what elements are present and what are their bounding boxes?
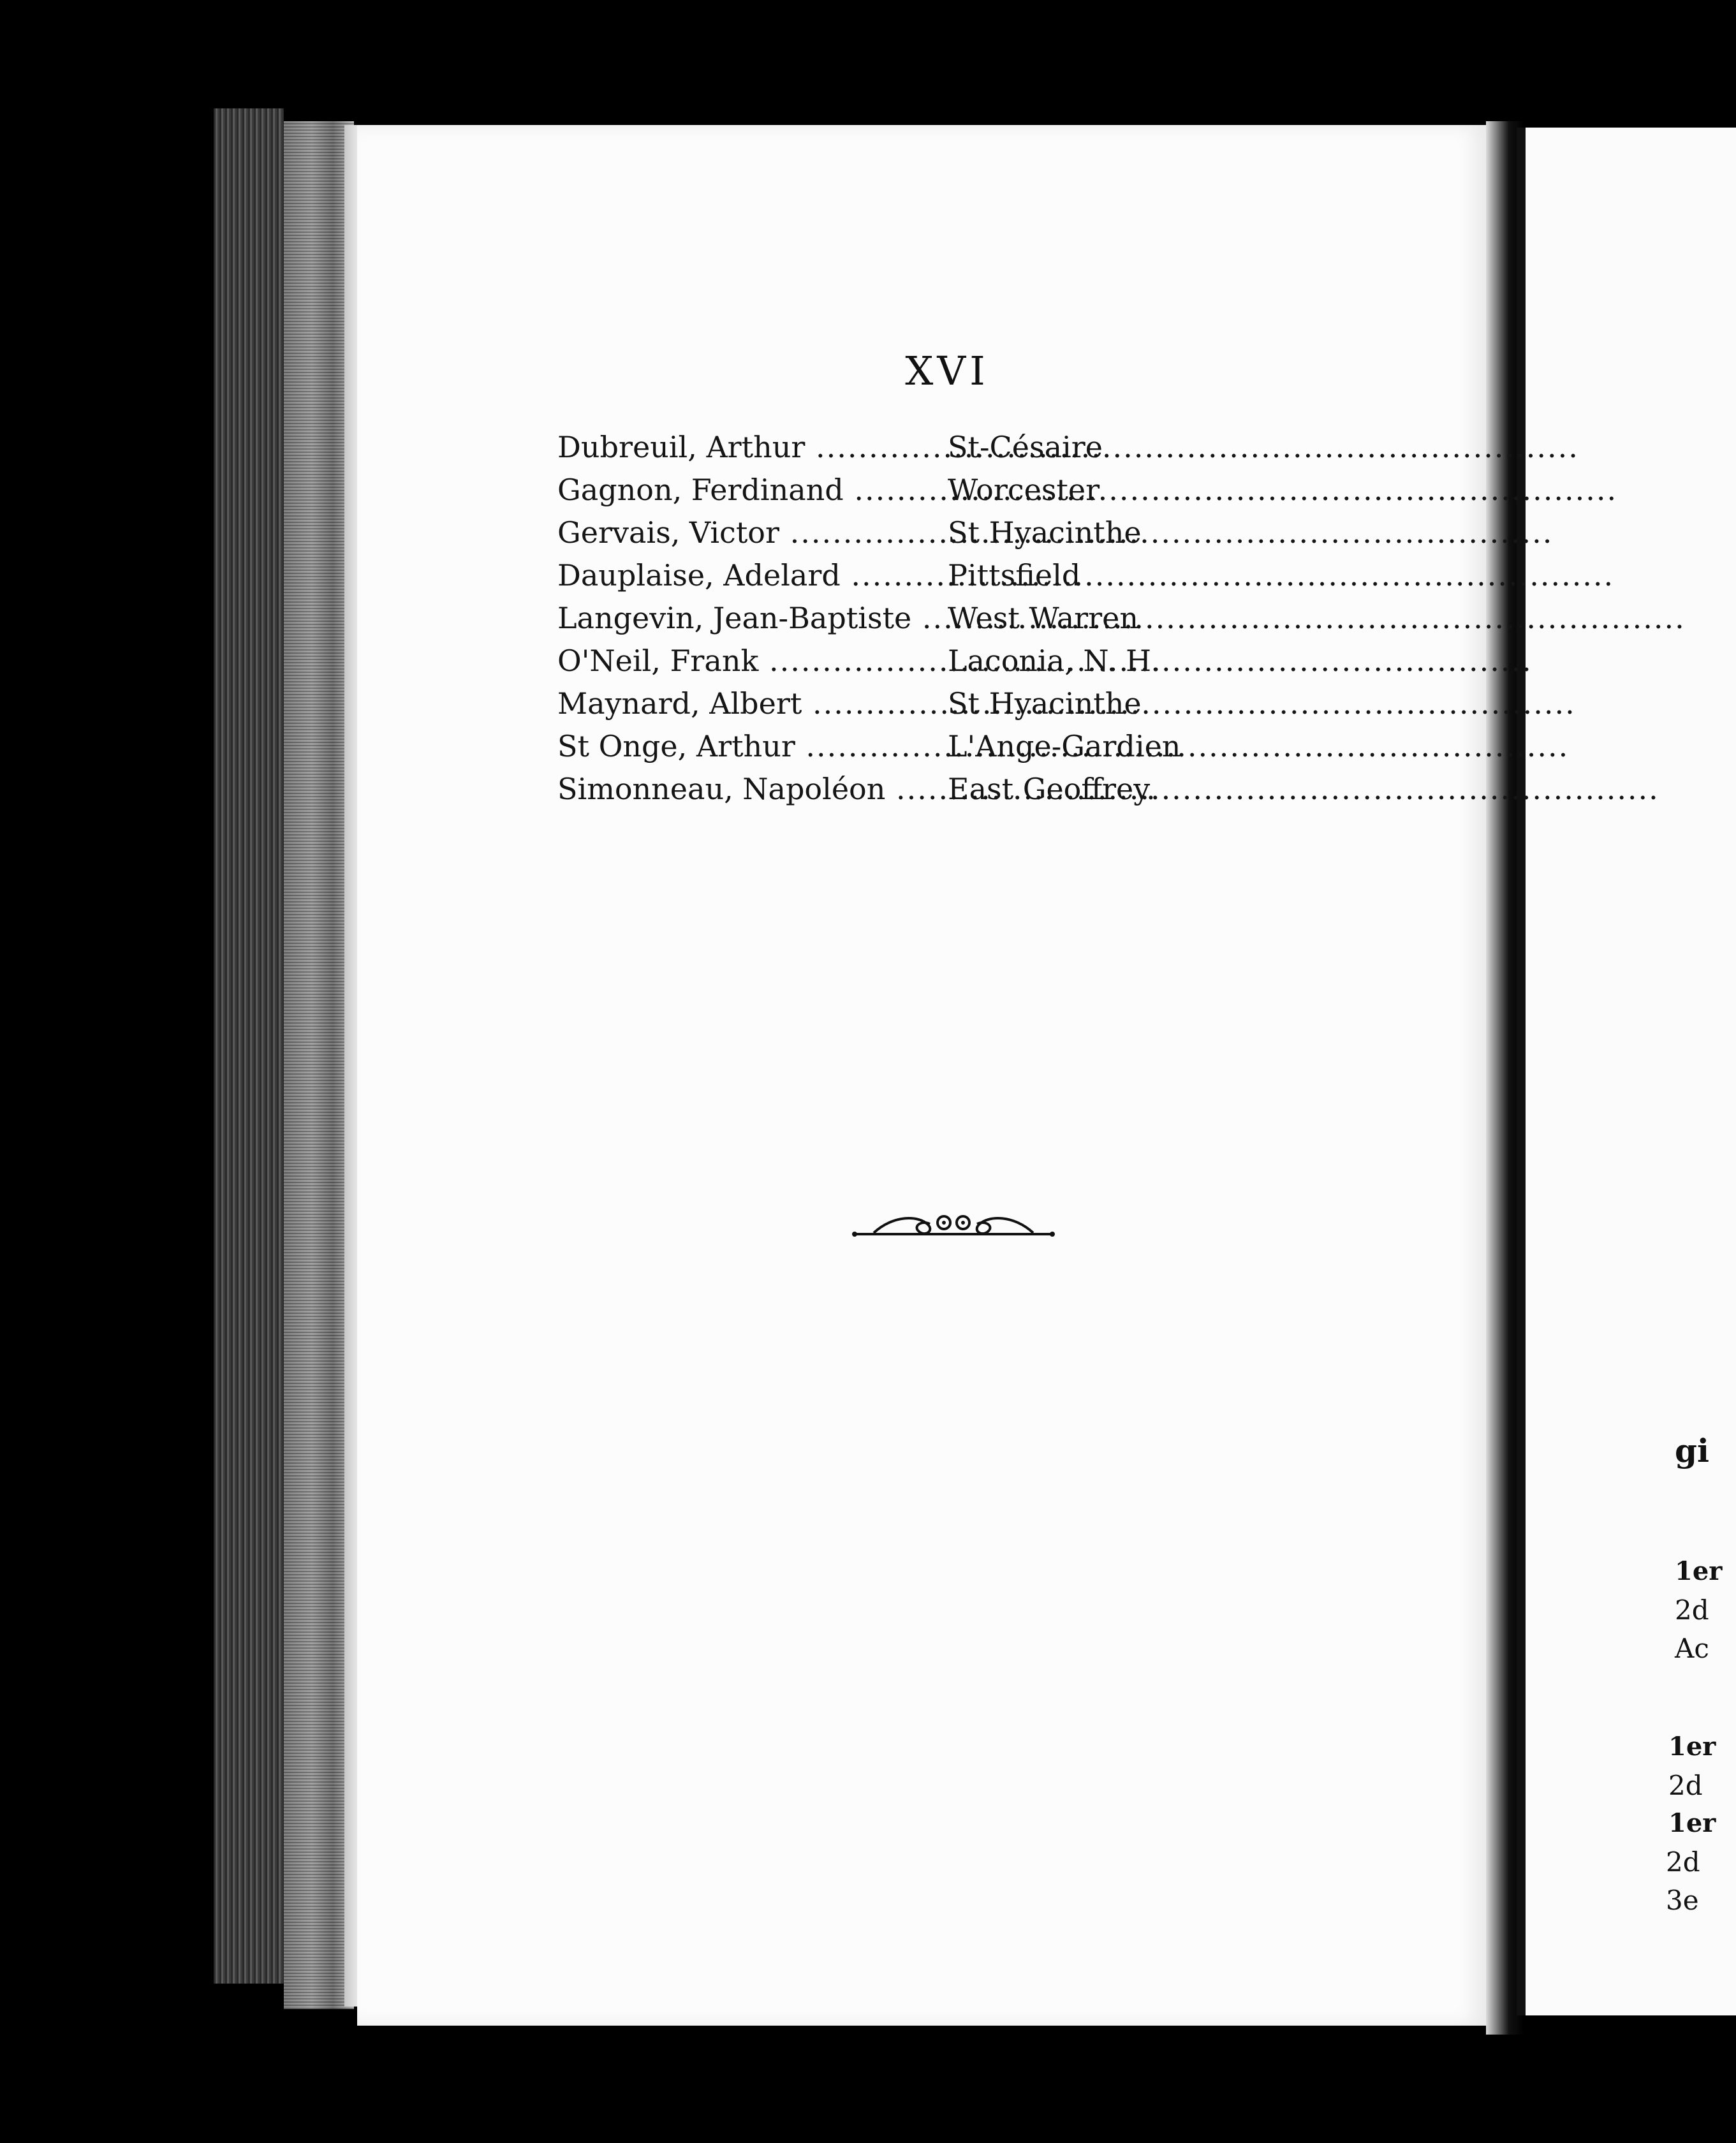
entry-name: Langevin, Jean-Baptiste ..... (557, 597, 948, 640)
entry-place: West Warren (948, 601, 1138, 635)
entry-place: St-Césaire (948, 430, 1103, 464)
entry-name: St Onge, Arthur ..... (557, 725, 948, 768)
page-heading: XVI (905, 348, 989, 394)
list-item (557, 682, 1181, 725)
facing-fragment: 2d (1666, 1846, 1700, 1878)
facing-fragment: Ac (1675, 1633, 1709, 1664)
facing-fragment: 3e (1666, 1885, 1699, 1916)
entry-place: Pittsfield (948, 558, 1081, 593)
entry-place: Laconia, N. H. (948, 644, 1161, 678)
entry-name: Gervais, Victor ..... (557, 512, 948, 554)
entry-place: St Hyacinthe (948, 686, 1142, 721)
entry-name: Maynard, Albert ..... (557, 682, 948, 725)
entry-name: Simonneau, Napoléon ..... (557, 768, 948, 811)
entry-place: St Hyacinthe (948, 515, 1142, 550)
entry-place: L'Ange-Gardien (948, 729, 1181, 763)
list-item (557, 469, 1181, 512)
list-item (557, 426, 1181, 469)
facing-fragment: 1er (1668, 1732, 1716, 1762)
entry-name: Gagnon, Ferdinand ..... (557, 469, 948, 512)
list-item (557, 512, 1181, 554)
list-item (557, 640, 1181, 682)
facing-fragment: 2d (1675, 1594, 1709, 1626)
facing-fragment: 2d (1668, 1770, 1703, 1801)
list-item (557, 725, 1181, 768)
list-item (557, 554, 1181, 597)
list-item (557, 768, 1181, 811)
name-list (557, 426, 1181, 811)
entry-name: Dubreuil, Arthur ..... (557, 426, 948, 469)
facing-fragment: gi (1675, 1432, 1709, 1469)
entry-name: Dauplaise, Adelard ..... (557, 554, 948, 597)
entry-place: East Geoffrey. (948, 772, 1156, 806)
ornament-divider-icon (848, 1202, 1059, 1247)
book-page (357, 125, 1486, 2026)
entry-place: Worcester (948, 473, 1100, 507)
facing-fragment: 1er (1675, 1556, 1723, 1586)
facing-fragment: 1er (1668, 1808, 1716, 1838)
page-edges (284, 121, 354, 2009)
entry-name: O'Neil, Frank ..... (557, 640, 948, 682)
book-cover (214, 108, 284, 1984)
list-item (557, 597, 1181, 640)
